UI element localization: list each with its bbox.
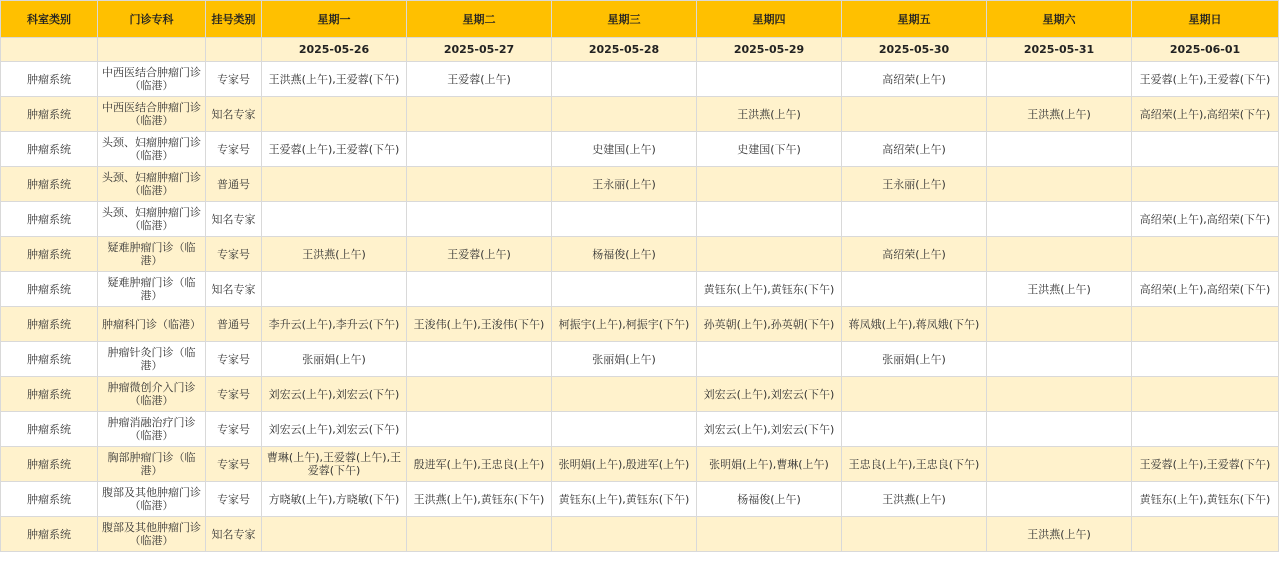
specialty-cell: 肿瘤针灸门诊（临港）: [98, 342, 206, 377]
doctor-schedule-cell: 张丽娟(上午): [552, 342, 697, 377]
doctor-schedule-cell: 王爱蓉(上午),王爱蓉(下午): [262, 132, 407, 167]
reg-type-cell: 专家号: [206, 237, 262, 272]
doctor-schedule-cell: [1132, 132, 1279, 167]
reg-type-cell: 知名专家: [206, 517, 262, 552]
doctor-schedule-cell: [987, 62, 1132, 97]
doctor-schedule-cell: [407, 517, 552, 552]
doctor-schedule-cell: 刘宏云(上午),刘宏云(下午): [262, 377, 407, 412]
doctor-schedule-cell: [552, 202, 697, 237]
doctor-schedule-cell: [1132, 342, 1279, 377]
doctor-schedule-cell: 王浚伟(上午),王浚伟(下午): [407, 307, 552, 342]
doctor-schedule-cell: 殷进军(上午),王忠良(上午): [407, 447, 552, 482]
doctor-schedule-cell: 刘宏云(上午),刘宏云(下午): [262, 412, 407, 447]
specialty-cell: 疑难肿瘤门诊（临港）: [98, 237, 206, 272]
doctor-schedule-cell: 高绍荣(上午): [842, 62, 987, 97]
doctor-schedule-cell: 高绍荣(上午): [842, 237, 987, 272]
doctor-schedule-cell: [407, 202, 552, 237]
table-row: [1, 342, 1279, 377]
col-header-monday: 星期一: [262, 1, 407, 38]
doctor-schedule-cell: [987, 342, 1132, 377]
doctor-schedule-cell: [552, 62, 697, 97]
date-blank: [1, 38, 98, 62]
doctor-schedule-cell: [407, 132, 552, 167]
doctor-schedule-cell: 王洪燕(上午): [987, 517, 1132, 552]
doctor-schedule-cell: 史建国(上午): [552, 132, 697, 167]
col-header-thursday: 星期四: [697, 1, 842, 38]
date-sunday: 2025-06-01: [1132, 38, 1279, 62]
doctor-schedule-cell: [262, 202, 407, 237]
specialty-cell: 头颈、妇瘤肿瘤门诊（临港）: [98, 132, 206, 167]
table-row: [1, 62, 1279, 97]
doctor-schedule-cell: [697, 62, 842, 97]
reg-type-cell: 普通号: [206, 307, 262, 342]
doctor-schedule-cell: [987, 482, 1132, 517]
specialty-cell: 腹部及其他肿瘤门诊（临港）: [98, 482, 206, 517]
doctor-schedule-cell: 柯振宇(上午),柯振宇(下午): [552, 307, 697, 342]
reg-type-cell: 专家号: [206, 482, 262, 517]
dept-cell: 肿瘤系统: [1, 272, 98, 307]
doctor-schedule-cell: [552, 272, 697, 307]
doctor-schedule-cell: 王洪燕(上午): [987, 272, 1132, 307]
date-saturday: 2025-05-31: [987, 38, 1132, 62]
doctor-schedule-cell: [987, 202, 1132, 237]
col-header-saturday: 星期六: [987, 1, 1132, 38]
date-tuesday: 2025-05-27: [407, 38, 552, 62]
doctor-schedule-cell: 刘宏云(上午),刘宏云(下午): [697, 412, 842, 447]
table-row: [1, 237, 1279, 272]
doctor-schedule-cell: 高绍荣(上午),高绍荣(下午): [1132, 272, 1279, 307]
doctor-schedule-cell: [262, 517, 407, 552]
doctor-schedule-cell: [407, 412, 552, 447]
reg-type-cell: 知名专家: [206, 97, 262, 132]
doctor-schedule-cell: [842, 517, 987, 552]
table-row: [1, 307, 1279, 342]
doctor-schedule-cell: 黄钰东(上午),黄钰东(下午): [1132, 482, 1279, 517]
doctor-schedule-cell: 王永丽(上午): [842, 167, 987, 202]
doctor-schedule-cell: 黄钰东(上午),黄钰东(下午): [552, 482, 697, 517]
doctor-schedule-cell: [407, 342, 552, 377]
doctor-schedule-cell: 王洪燕(上午),王爱蓉(下午): [262, 62, 407, 97]
doctor-schedule-cell: [842, 377, 987, 412]
reg-type-cell: 专家号: [206, 377, 262, 412]
doctor-schedule-cell: 王永丽(上午): [552, 167, 697, 202]
specialty-cell: 肿瘤科门诊（临港）: [98, 307, 206, 342]
doctor-schedule-cell: 王爱蓉(上午): [407, 237, 552, 272]
dept-cell: 肿瘤系统: [1, 62, 98, 97]
reg-type-cell: 知名专家: [206, 202, 262, 237]
doctor-schedule-cell: [987, 132, 1132, 167]
doctor-schedule-cell: 史建国(下午): [697, 132, 842, 167]
doctor-schedule-cell: [552, 517, 697, 552]
date-friday: 2025-05-30: [842, 38, 987, 62]
doctor-schedule-cell: 杨福俊(上午): [552, 237, 697, 272]
doctor-schedule-cell: 高绍荣(上午): [842, 132, 987, 167]
header-row: [1, 1, 1279, 38]
doctor-schedule-cell: [407, 97, 552, 132]
doctor-schedule-cell: 王爱蓉(上午),王爱蓉(下午): [1132, 447, 1279, 482]
doctor-schedule-cell: [842, 412, 987, 447]
specialty-cell: 中西医结合肿瘤门诊（临港）: [98, 97, 206, 132]
date-row: [1, 38, 1279, 62]
doctor-schedule-cell: [987, 412, 1132, 447]
dept-cell: 肿瘤系统: [1, 377, 98, 412]
col-header-tuesday: 星期二: [407, 1, 552, 38]
doctor-schedule-cell: [262, 97, 407, 132]
doctor-schedule-cell: 王爱蓉(上午),王爱蓉(下午): [1132, 62, 1279, 97]
col-header-sunday: 星期日: [1132, 1, 1279, 38]
doctor-schedule-cell: 王洪燕(上午): [842, 482, 987, 517]
doctor-schedule-cell: [1132, 377, 1279, 412]
doctor-schedule-cell: [987, 307, 1132, 342]
reg-type-cell: 普通号: [206, 167, 262, 202]
col-header-wednesday: 星期三: [552, 1, 697, 38]
table-row: [1, 447, 1279, 482]
doctor-schedule-cell: [987, 447, 1132, 482]
doctor-schedule-cell: [697, 517, 842, 552]
dept-cell: 肿瘤系统: [1, 342, 98, 377]
doctor-schedule-cell: 杨福俊(上午): [697, 482, 842, 517]
doctor-schedule-cell: [1132, 307, 1279, 342]
date-wednesday: 2025-05-28: [552, 38, 697, 62]
date-blank: [98, 38, 206, 62]
reg-type-cell: 专家号: [206, 412, 262, 447]
doctor-schedule-cell: 王洪燕(上午),黄钰东(下午): [407, 482, 552, 517]
doctor-schedule-cell: 张明娟(上午),殷进军(上午): [552, 447, 697, 482]
dept-cell: 肿瘤系统: [1, 412, 98, 447]
doctor-schedule-cell: [987, 167, 1132, 202]
table-row: [1, 377, 1279, 412]
table-row: [1, 517, 1279, 552]
dept-cell: 肿瘤系统: [1, 237, 98, 272]
specialty-cell: 中西医结合肿瘤门诊（临港）: [98, 62, 206, 97]
doctor-schedule-cell: 王洪燕(上午): [987, 97, 1132, 132]
dept-cell: 肿瘤系统: [1, 517, 98, 552]
dept-cell: 肿瘤系统: [1, 167, 98, 202]
dept-cell: 肿瘤系统: [1, 447, 98, 482]
reg-type-cell: 专家号: [206, 447, 262, 482]
doctor-schedule-cell: 曹琳(上午),王爱蓉(上午),王爱蓉(下午): [262, 447, 407, 482]
doctor-schedule-cell: [552, 377, 697, 412]
doctor-schedule-cell: 高绍荣(上午),高绍荣(下午): [1132, 202, 1279, 237]
doctor-schedule-cell: [552, 97, 697, 132]
doctor-schedule-cell: 高绍荣(上午),高绍荣(下午): [1132, 97, 1279, 132]
doctor-schedule-cell: [407, 377, 552, 412]
doctor-schedule-cell: [262, 167, 407, 202]
doctor-schedule-cell: 张丽娟(上午): [842, 342, 987, 377]
doctor-schedule-cell: [262, 272, 407, 307]
doctor-schedule-cell: [407, 167, 552, 202]
doctor-schedule-cell: 蒋凤娥(上午),蒋凤娥(下午): [842, 307, 987, 342]
doctor-schedule-cell: [987, 377, 1132, 412]
specialty-cell: 腹部及其他肿瘤门诊（临港）: [98, 517, 206, 552]
date-monday: 2025-05-26: [262, 38, 407, 62]
dept-cell: 肿瘤系统: [1, 482, 98, 517]
specialty-cell: 头颈、妇瘤肿瘤门诊（临港）: [98, 167, 206, 202]
doctor-schedule-cell: [842, 97, 987, 132]
doctor-schedule-cell: [697, 237, 842, 272]
reg-type-cell: 专家号: [206, 62, 262, 97]
doctor-schedule-cell: 黄钰东(上午),黄钰东(下午): [697, 272, 842, 307]
table-row: [1, 482, 1279, 517]
table-row: [1, 97, 1279, 132]
doctor-schedule-cell: [1132, 237, 1279, 272]
dept-cell: 肿瘤系统: [1, 307, 98, 342]
doctor-schedule-cell: [407, 272, 552, 307]
table-row: [1, 132, 1279, 167]
doctor-schedule-cell: [842, 272, 987, 307]
doctor-schedule-cell: [842, 202, 987, 237]
doctor-schedule-cell: [697, 202, 842, 237]
reg-type-cell: 专家号: [206, 342, 262, 377]
doctor-schedule-cell: 孙英朝(上午),孙英朝(下午): [697, 307, 842, 342]
doctor-schedule-cell: 李升云(上午),李升云(下午): [262, 307, 407, 342]
specialty-cell: 胸部肿瘤门诊（临港）: [98, 447, 206, 482]
dept-cell: 肿瘤系统: [1, 97, 98, 132]
schedule-body: [1, 62, 1279, 552]
col-header-reg-type: 挂号类别: [206, 1, 262, 38]
col-header-dept: 科室类别: [1, 1, 98, 38]
specialty-cell: 疑难肿瘤门诊（临港）: [98, 272, 206, 307]
doctor-schedule-cell: 王洪燕(上午): [697, 97, 842, 132]
doctor-schedule-cell: [1132, 517, 1279, 552]
reg-type-cell: 知名专家: [206, 272, 262, 307]
doctor-schedule-cell: 刘宏云(上午),刘宏云(下午): [697, 377, 842, 412]
specialty-cell: 头颈、妇瘤肿瘤门诊（临港）: [98, 202, 206, 237]
specialty-cell: 肿瘤消融治疗门诊（临港）: [98, 412, 206, 447]
doctor-schedule-cell: 张丽娟(上午): [262, 342, 407, 377]
doctor-schedule-cell: 王爱蓉(上午): [407, 62, 552, 97]
doctor-schedule-cell: 方晓敏(上午),方晓敏(下午): [262, 482, 407, 517]
specialty-cell: 肿瘤微创介入门诊（临港）: [98, 377, 206, 412]
table-row: [1, 167, 1279, 202]
table-row: [1, 412, 1279, 447]
table-row: [1, 272, 1279, 307]
doctor-schedule-cell: [1132, 167, 1279, 202]
doctor-schedule-cell: [697, 167, 842, 202]
dept-cell: 肿瘤系统: [1, 202, 98, 237]
doctor-schedule-cell: [697, 342, 842, 377]
dept-cell: 肿瘤系统: [1, 132, 98, 167]
doctor-schedule-cell: 张明娟(上午),曹琳(上午): [697, 447, 842, 482]
col-header-friday: 星期五: [842, 1, 987, 38]
reg-type-cell: 专家号: [206, 132, 262, 167]
doctor-schedule-cell: [1132, 412, 1279, 447]
doctor-schedule-cell: 王洪燕(上午): [262, 237, 407, 272]
date-thursday: 2025-05-29: [697, 38, 842, 62]
col-header-specialty: 门诊专科: [98, 1, 206, 38]
table-row: [1, 202, 1279, 237]
doctor-schedule-cell: 王忠良(上午),王忠良(下午): [842, 447, 987, 482]
doctor-schedule-cell: [987, 237, 1132, 272]
date-blank: [206, 38, 262, 62]
doctor-schedule-cell: [552, 412, 697, 447]
